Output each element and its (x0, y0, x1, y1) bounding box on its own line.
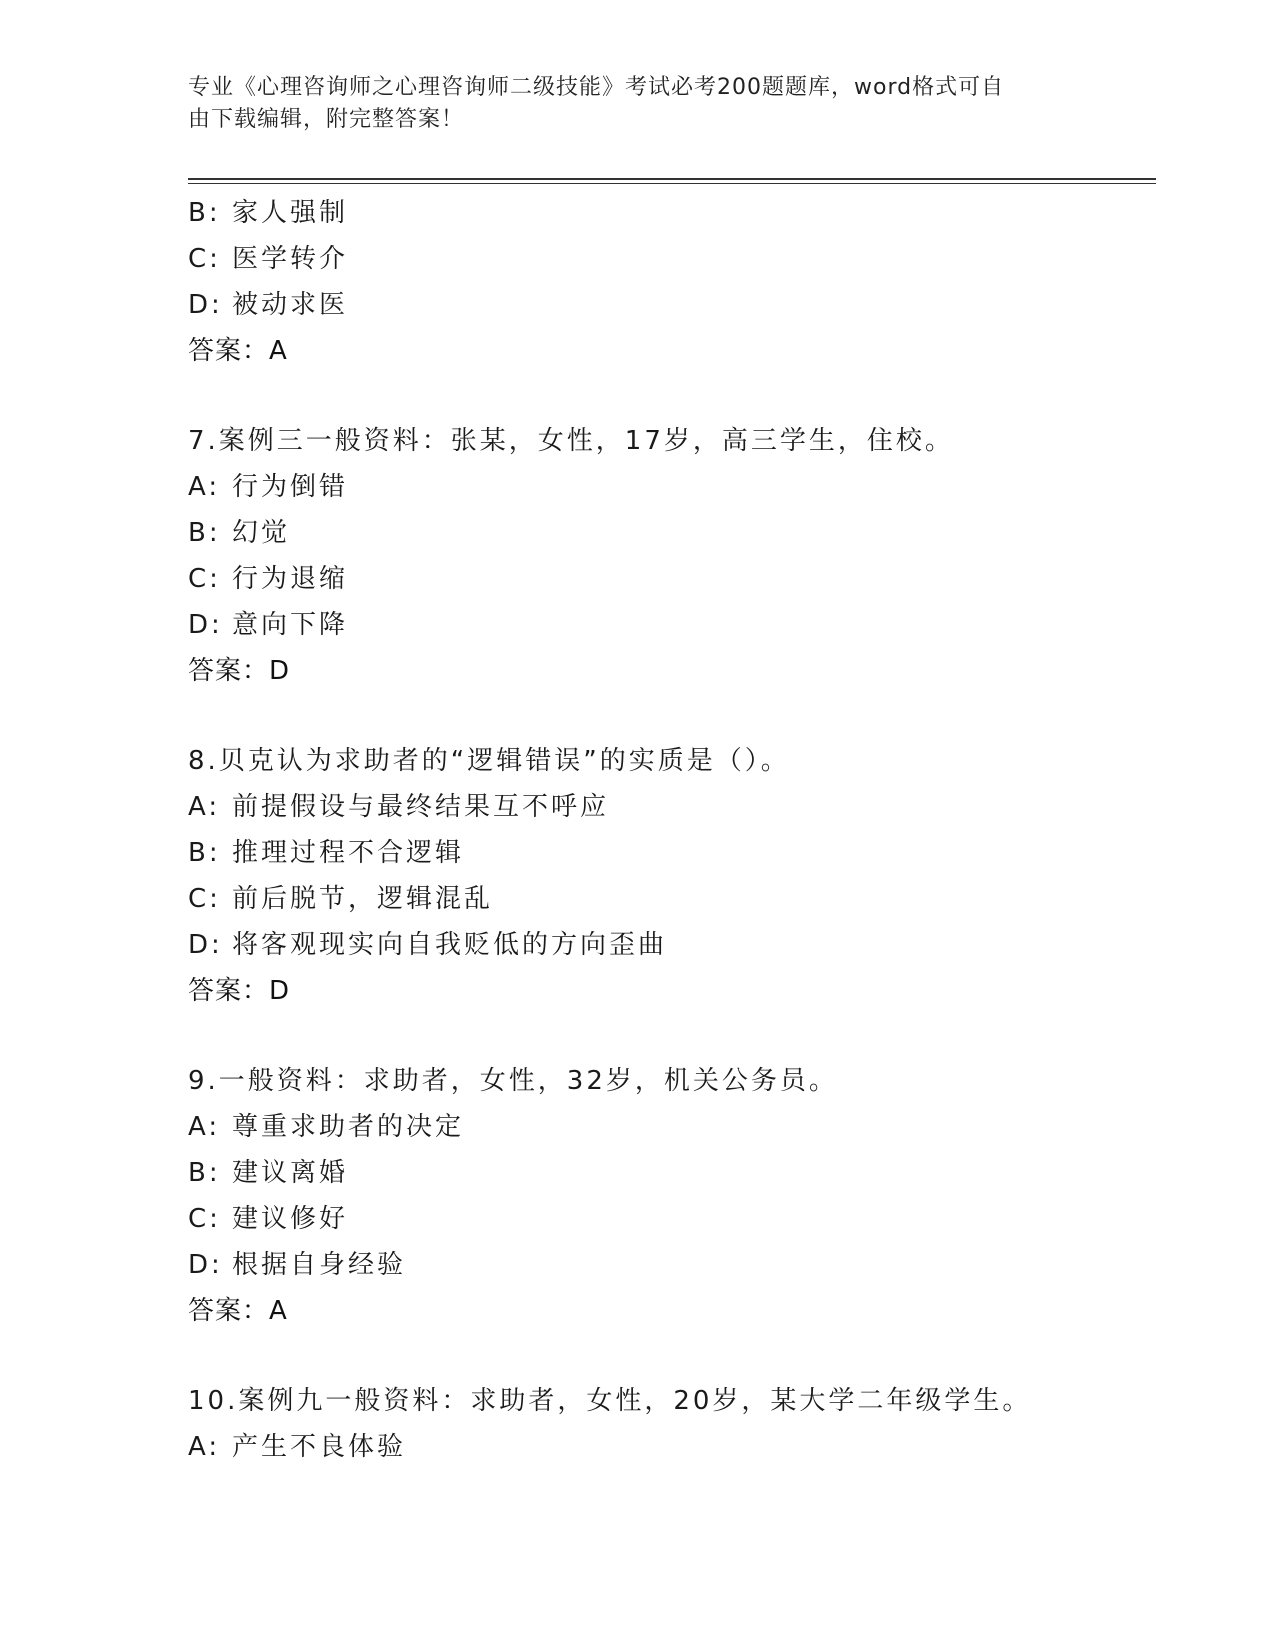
option-line (188, 602, 1156, 648)
option-line (188, 556, 1156, 602)
option-key: D: (188, 930, 223, 960)
option-line (188, 282, 1156, 328)
question-stem: 8.贝克认为求助者的“逻辑错误”的实质是（）。 (188, 746, 790, 776)
option-text: 推理过程不合逻辑 (232, 838, 465, 868)
spacer (188, 694, 1156, 738)
option-line (188, 1424, 1156, 1470)
option-text: 建议离婚 (232, 1158, 349, 1188)
option-key: C: (188, 884, 221, 914)
header-line-1: 专业《心理咨询师之心理咨询师二级技能》考试必考200题题库，word格式可自 (188, 75, 1005, 100)
document-body (188, 190, 1156, 1470)
option-key: D: (188, 1250, 223, 1280)
header-divider-thick (188, 178, 1156, 180)
option-text: 幻觉 (232, 518, 291, 548)
option-key: D: (188, 290, 223, 320)
option-text: 建议修好 (232, 1204, 349, 1234)
option-key: A: (188, 792, 221, 822)
option-text: 行为倒错 (232, 472, 349, 502)
option-key: B: (188, 1158, 221, 1188)
option-line (188, 1104, 1156, 1150)
option-text: 意向下降 (232, 610, 349, 640)
option-line (188, 1242, 1156, 1288)
question-8 (188, 738, 1156, 1014)
option-text: 前后脱节，逻辑混乱 (232, 884, 494, 914)
option-line (188, 1196, 1156, 1242)
option-key: C: (188, 244, 221, 274)
answer-line: 答案：A (188, 1296, 288, 1326)
option-line (188, 1150, 1156, 1196)
option-line (188, 830, 1156, 876)
spacer (188, 374, 1156, 418)
option-text: 前提假设与最终结果互不呼应 (232, 792, 610, 822)
option-key: B: (188, 518, 221, 548)
question-stem: 10.案例九一般资料：求助者，女性，20岁，某大学二年级学生。 (188, 1386, 1032, 1416)
option-line (188, 510, 1156, 556)
document-header (188, 72, 1068, 136)
header-divider-thin (188, 183, 1156, 184)
spacer (188, 1334, 1156, 1378)
question-9 (188, 1058, 1156, 1334)
question-stem: 7.案例三一般资料：张某，女性，17岁，高三学生，住校。 (188, 426, 954, 456)
question-10 (188, 1378, 1156, 1470)
option-key: A: (188, 1432, 221, 1462)
option-line (188, 876, 1156, 922)
option-line (188, 236, 1156, 282)
option-key: A: (188, 472, 221, 502)
question-7 (188, 418, 1156, 694)
option-key: B: (188, 198, 221, 228)
header-line-2: 由下载编辑，附完整答案！ (188, 107, 465, 132)
option-text: 行为退缩 (232, 564, 349, 594)
option-text: 将客观现实向自我贬低的方向歪曲 (232, 930, 668, 960)
option-key: C: (188, 564, 221, 594)
option-text: 根据自身经验 (232, 1250, 407, 1280)
option-text: 家人强制 (232, 198, 349, 228)
option-key: D: (188, 610, 223, 640)
option-line (188, 922, 1156, 968)
option-key: C: (188, 1204, 221, 1234)
answer-line: 答案：D (188, 656, 291, 686)
option-key: A: (188, 1112, 221, 1142)
option-text: 医学转介 (232, 244, 349, 274)
option-line (188, 784, 1156, 830)
option-text: 产生不良体验 (232, 1432, 407, 1462)
answer-line: 答案：D (188, 976, 291, 1006)
question-stem: 9.一般资料：求助者，女性，32岁，机关公务员。 (188, 1066, 838, 1096)
option-text: 被动求医 (232, 290, 349, 320)
option-line (188, 190, 1156, 236)
answer-line: 答案：A (188, 336, 288, 366)
continued-question (188, 190, 1156, 374)
option-key: B: (188, 838, 221, 868)
option-text: 尊重求助者的决定 (232, 1112, 465, 1142)
spacer (188, 1014, 1156, 1058)
option-line (188, 464, 1156, 510)
